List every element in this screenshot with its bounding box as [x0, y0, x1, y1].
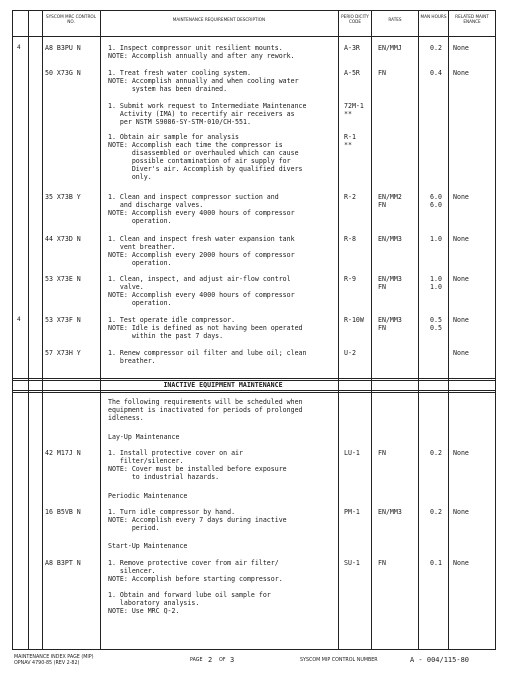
periodic-rates: EN/MM3	[378, 508, 402, 516]
periodic-description: 1. Turn idle compressor by hand. NOTE: Accomplish every 7 days during inactive period.	[108, 508, 287, 532]
header-periodicity: PERIO DICITY CODE	[341, 14, 369, 24]
row-control-number: 53 X73E N	[45, 275, 81, 283]
column-divider	[338, 10, 339, 650]
footer-control-value: A - 004/115-80	[410, 656, 470, 664]
row-man-hours: 1.0	[430, 235, 442, 243]
row-periodicity: R-9	[344, 275, 356, 283]
row-control-number: 35 X73B Y	[45, 193, 81, 201]
inactive-section-title: INACTIVE EQUIPMENT MAINTENANCE	[163, 381, 283, 389]
row-periodicity: R-2	[344, 193, 356, 201]
row-rates: EN/MM3 FN	[378, 275, 402, 291]
startup-description: 1. Remove protective cover from air filter/ silencer. NOTE: Accomplish before starting compressor. 1. Obtain and forward lube oil sample for laboratory analysis. NOTE: Use MRC Q-2.	[108, 559, 283, 615]
layup-control-number: 42 M17J N	[45, 449, 81, 457]
row-periodicity: R-1 **	[344, 133, 356, 149]
footer-page-label: PAGE	[190, 658, 203, 663]
row-related: None	[453, 235, 469, 243]
row-description: 1. Renew compressor oil filter and lube oil; clean breather.	[108, 349, 307, 365]
column-divider	[42, 10, 43, 650]
row-control-number: 44 X73D N	[45, 235, 81, 243]
row-periodicity: A-3R	[344, 44, 360, 52]
periodic-man-hours: 0.2	[430, 508, 442, 516]
periodic-related: None	[453, 508, 469, 516]
section-divider	[12, 378, 496, 379]
row-change-mark: 4	[17, 44, 21, 51]
section-divider	[12, 392, 496, 393]
header-syscom: SYSCOM MRC CONTROL NO.	[45, 14, 97, 24]
row-related: None	[453, 193, 469, 201]
footer-page-number: 2	[208, 656, 213, 664]
layup-heading: Lay-Up Maintenance	[108, 433, 180, 441]
row-periodicity: 72M-1 **	[344, 102, 364, 118]
row-man-hours: 0.2	[430, 44, 442, 52]
layup-periodicity: LU-1	[344, 449, 360, 457]
footer-page-total: 3	[230, 656, 235, 664]
startup-man-hours: 0.1	[430, 559, 442, 567]
row-rates: EN/MM3	[378, 235, 402, 243]
row-rates: FN	[378, 69, 386, 77]
header-divider	[12, 36, 496, 37]
periodic-control-number: 16 B5VB N	[45, 508, 81, 516]
footer-form-title: MAINTENANCE INDEX PAGE (MIP)	[14, 655, 94, 660]
row-rates: EN/MM3 FN	[378, 316, 402, 332]
row-related: None	[453, 275, 469, 283]
row-change-mark: 4	[17, 316, 21, 323]
row-rates: EN/MM2 FN	[378, 193, 402, 209]
row-periodicity: U-2	[344, 349, 356, 357]
row-description: 1. Treat fresh water cooling system. NOTE: Accomplish annually and when cooling water system has been drained.	[108, 69, 299, 93]
row-description: 1. Clean and inspect fresh water expansion tank vent breather. NOTE: Accomplish every 2000 hours of compressor operation.	[108, 235, 295, 267]
row-related: None	[453, 44, 469, 52]
row-related: None	[453, 69, 469, 77]
layup-man-hours: 0.2	[430, 449, 442, 457]
row-periodicity: A-5R	[344, 69, 360, 77]
layup-description: 1. Install protective cover on air filter/silencer. NOTE: Cover must be installed before exposure to industrial hazards.	[108, 449, 287, 481]
periodic-periodicity: PM-1	[344, 508, 360, 516]
row-description: 1. Submit work request to Intermediate Maintenance Activity (IMA) to recertify air receivers as per NSTM S9086-SY-STM-010/CH-551.	[108, 102, 307, 126]
column-divider	[448, 10, 449, 650]
startup-rates: FN	[378, 559, 386, 567]
row-control-number: 50 X73G N	[45, 69, 81, 77]
column-divider	[28, 10, 29, 650]
footer-of-label: OF	[219, 658, 226, 663]
column-divider	[371, 10, 372, 650]
header-man-hours: MAN HOURS	[420, 14, 447, 19]
row-periodicity: R-8	[344, 235, 356, 243]
row-man-hours: 0.4	[430, 69, 442, 77]
row-related: None	[453, 316, 469, 324]
startup-periodicity: SU-1	[344, 559, 360, 567]
row-man-hours: 1.0 1.0	[430, 275, 442, 291]
row-related: None	[453, 349, 469, 357]
row-rates: EN/MMJ	[378, 44, 402, 52]
row-description: 1. Clean and inspect compressor suction and and discharge valves. NOTE: Accomplish every 4000 hours of compressor operation.	[108, 193, 295, 225]
header-related: RELATED MAINT ENANCE	[455, 14, 489, 24]
row-periodicity: R-10W	[344, 316, 364, 324]
section-divider	[12, 390, 496, 391]
startup-control-number: A8 B3PT N	[45, 559, 81, 567]
footer-control-label: SYSCOM MIP CONTROL NUMBER	[300, 658, 378, 663]
column-divider	[418, 10, 419, 650]
row-description: 1. Inspect compressor unit resilient mounts. NOTE: Accomplish annually and after any rework.	[108, 44, 295, 60]
row-control-number: A8 B3PU N	[45, 44, 81, 52]
periodic-heading: Periodic Maintenance	[108, 492, 188, 500]
startup-heading: Start-Up Maintenance	[108, 542, 188, 550]
row-description: 1. Test operate idle compressor. NOTE: Idle is defined as not having been operated within the past 7 days.	[108, 316, 303, 340]
row-man-hours: 6.0 6.0	[430, 193, 442, 209]
layup-rates: FN	[378, 449, 386, 457]
row-description: 1. Clean, inspect, and adjust air-flow control valve. NOTE: Accomplish every 4000 hours of compressor operation.	[108, 275, 295, 307]
row-description: 1. Obtain air sample for analysis NOTE: Accomplish each time the compressor is disassembled or overhauled which can cause possible contamination of air supply for Diver's air. Accomplish by qualified divers only.	[108, 133, 303, 181]
column-divider	[100, 10, 101, 650]
header-rates: RATES	[388, 17, 402, 22]
row-control-number: 57 X73H Y	[45, 349, 81, 357]
inactive-intro: The following requirements will be scheduled when equipment is inactivated for periods of prolonged idleness.	[108, 398, 303, 422]
footer-form-number: OPNAV 4790-85 (REV 2-82)	[14, 661, 80, 666]
row-control-number: 53 X73F N	[45, 316, 81, 324]
startup-related: None	[453, 559, 469, 567]
header-description: MAINTENANCE REQUIREMENT DESCRIPTION	[172, 17, 266, 22]
layup-related: None	[453, 449, 469, 457]
row-man-hours: 0.5 0.5	[430, 316, 442, 332]
